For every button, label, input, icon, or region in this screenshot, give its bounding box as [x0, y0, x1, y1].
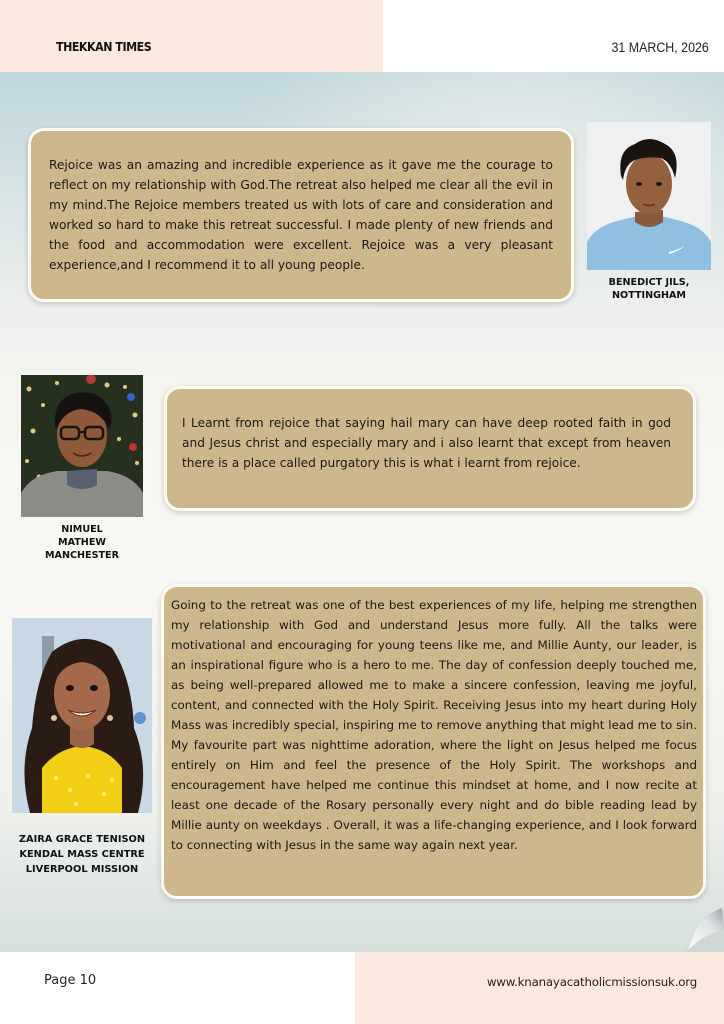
page-number: Page 10 — [44, 973, 97, 988]
header-accent-panel — [0, 0, 383, 72]
issue-date: 31 MARCH, 2026 — [611, 40, 709, 55]
caption-zaira-grace-tenison — [0, 832, 164, 877]
caption-line: ZAIRA GRACE TENISON — [18, 834, 146, 845]
publication-title: THEKKAN TIMES — [56, 40, 152, 54]
portrait-boy-glasses — [21, 375, 143, 517]
photo-nimuel-mathew — [21, 375, 143, 517]
caption-nimuel-mathew — [21, 523, 143, 562]
footer-plain-panel — [0, 952, 355, 1024]
photo-zaira-grace-tenison — [12, 618, 152, 813]
photo-benedict-jils — [587, 122, 711, 270]
testimonial-card-nimuel: I Learnt from rejoice that saying hail mary can have deep rooted faith in god and Jesus christ and especially mary and i also learnt that except from heaven there is a place called purgatory this is what i learnt from rejoice. — [164, 386, 696, 511]
caption-line: MANCHESTER — [44, 550, 120, 561]
caption-line: KENDAL MASS CENTRE — [19, 849, 145, 860]
caption-line: BENEDICT JILS, — [608, 277, 690, 288]
caption-line: NIMUEL — [61, 524, 103, 535]
caption-line: LIVERPOOL MISSION — [25, 864, 139, 875]
portrait-girl-yellow-dress — [12, 618, 152, 813]
page-curl-icon — [682, 904, 724, 952]
testimonial-card-zaira: Going to the retreat was one of the best experiences of my life, helping me strengthen my relationship with God and understand Jesus more fully. All the talks were motivational and encouraging for young teens like me, and Millie Aunty, our leader, is an inspirational figure who is a hero to me. The day of confession deeply touched me, as being well-prepared allowed me to make a sincere confession, leaving me joyful, content, and connected with the Holy Spirit. Receiving Jesus into my heart during Holy Mass was incredibly special, inspiring me to remove anything that might lead me to sin. My favourite part was nighttime adoration, where the light on Jesus helped me focus entirely on Him and feel the presence of the Holy Spirit. The workshops and encouragement have helped me continue this mindset at home, and I now recite at least one decade of the Rosary personally every night and do bible reading lead by Millie aunty on weekdays . Overall, it was a life-changing experience, and I look forward to connecting with Jesus in the same way again next year. — [161, 584, 706, 899]
portrait-boy-blue-shirt — [587, 122, 711, 270]
caption-benedict-jils — [587, 276, 711, 302]
caption-line: MATHEW — [58, 537, 106, 548]
website-link[interactable]: www.knanayacatholicmissionsuk.org — [486, 975, 697, 989]
testimonial-card-benedict: Rejoice was an amazing and incredible experience as it gave me the courage to reflect on my relationship with God.The retreat also helped me clear all the evil in my mind.The Rejoice members treated us with lots of care and consideration and worked so hard to make this retreat successful. I made plenty of new friends and the food and accommodation were excellent. Rejoice was a very pleasant experience,and I recommend it to all young people. — [28, 128, 574, 302]
caption-line: NOTTINGHAM — [612, 290, 686, 301]
header-plain-panel — [383, 0, 724, 72]
page-content — [0, 72, 724, 952]
